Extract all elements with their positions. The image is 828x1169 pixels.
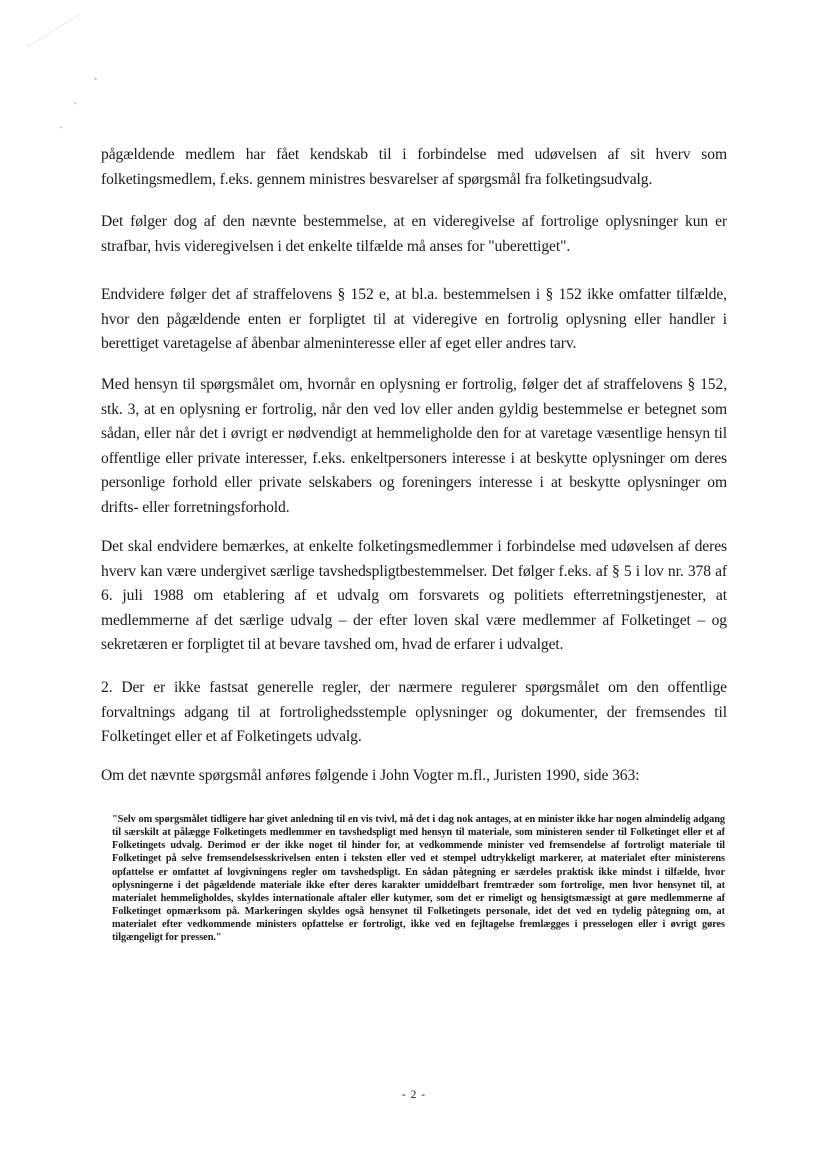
citation-intro: Om det nævnte spørgsmål anføres følgende i John Vogter m.fl., Juristen 1990, side 363:	[101, 767, 640, 784]
block-quote: "Selv om spørgsmålet tidligere har givet anledning til en vis tvivl, må det i dag nok antages, at en minister ikke har nogen almindelig adgang til særskilt at pålægge Folketingets medlemmer en tavshedspligt med hensyn til materiale, som ministeren sender til Folketinget eller et af Folketingets udvalg. Derimod er der ikke noget til hinder for, at vedkommende minister ved fremsendelse af fortroligt materiale til Folketinget på selve fremsendelsesskrivelsen enten i teksten eller ved et stempel udtrykkeligt markerer, at materialet efter ministerens opfattelse er omfattet af lovgivningens regler om tavshedspligt. En sådan påtegning er særdeles praktisk ikke mindst i tilfælde, hvor oplysningerne i det pågældende materiale ikke efter deres karakter umiddelbart fremtræder som fortrolige, men hvor hensynet til, at materialet hemmeligholdes, skyldes internationale aftaler eller kutymer, som det er rimeligt og hensigtsmæssigt at gøre medlemmerne af Folketinget opmærksom på. Markeringen skyldes også hensynet til Folketingets personale, idet det ved en tydelig påtegning om, at materialet efter vedkommende ministers opfattelse er fortroligt, ikke ved en fejltagelse fremlægges i presselogen eller i øvrigt gøres tilgængeligt for pressen."	[112, 814, 725, 944]
section-paragraph: 2. Der er ikke fastsat generelle regler, der nærmere regulerer spørgsmålet om den offentlige forvaltnings adgang til at fortrolighedsstemple oplysninger og dokumenter, der fremsendes til Folketinget eller et af Folketingets udvalg.	[101, 679, 727, 745]
body-paragraph: Med hensyn til spørgsmålet om, hvornår en oplysning er fortrolig, følger det af straffelovens § 152, stk. 3, at en oplysning er fortrolig, når den ved lov eller anden gyldig bestemmelse er betegnet som sådan, eller når det i øvrigt er nødvendigt at hemmeligholde den for at varetage væsentlige hensyn til offentlige eller private interesser, f.eks. enkeltpersoners interesse i at beskytte oplysninger om deres personlige forhold eller private selskabers og foreningers interesse i at beskytte oplysninger om drifts- eller forretningsforhold.	[101, 376, 727, 516]
body-paragraph: Endvidere følger det af straffelovens § 152 e, at bl.a. bestemmelsen i § 152 ikke omfatter tilfælde, hvor den pågældende enten er forpligtet til at videregive en fortrolig oplysning eller handler i berettiget varetagelse af åbenbar almeninteresse eller af eget eller andres tarv.	[101, 286, 727, 352]
body-paragraph: pågældende medlem har fået kendskab til i forbindelse med udøvelsen af sit hverv som folketingsmedlem, f.eks. gennem ministres besvarelser af spørgsmål fra folketingsudvalg.	[101, 146, 727, 188]
scan-artifact-stroke	[28, 14, 79, 47]
page-number: - 2 -	[401, 1089, 427, 1101]
scan-artifact-speck: •	[74, 100, 77, 108]
scan-artifact-speck: •	[94, 74, 98, 84]
scan-artifact-speck: •	[60, 124, 63, 132]
body-paragraph: Det skal endvidere bemærkes, at enkelte folketingsmedlemmer i forbindelse med udøvelsen af deres hverv kan være undergivet særlige tavshedspligtbestemmelser. Det følger f.eks. af § 5 i lov nr. 378 af 6. juli 1988 om etablering af et udvalg om forsvarets og politiets efterretningstjenester, at medlemmerne af det særlige udvalg – der efter loven skal være medlemmer af Folketinget – og sekretæren er forpligtet til at bevare tavshed om, hvad de erfarer i udvalget.	[101, 538, 727, 653]
body-paragraph: Det følger dog af den nævnte bestemmelse, at en videregivelse af fortrolige oplysninger kun er strafbar, hvis videregivelsen i det enkelte tilfælde må anses for "uberettiget".	[101, 213, 727, 255]
